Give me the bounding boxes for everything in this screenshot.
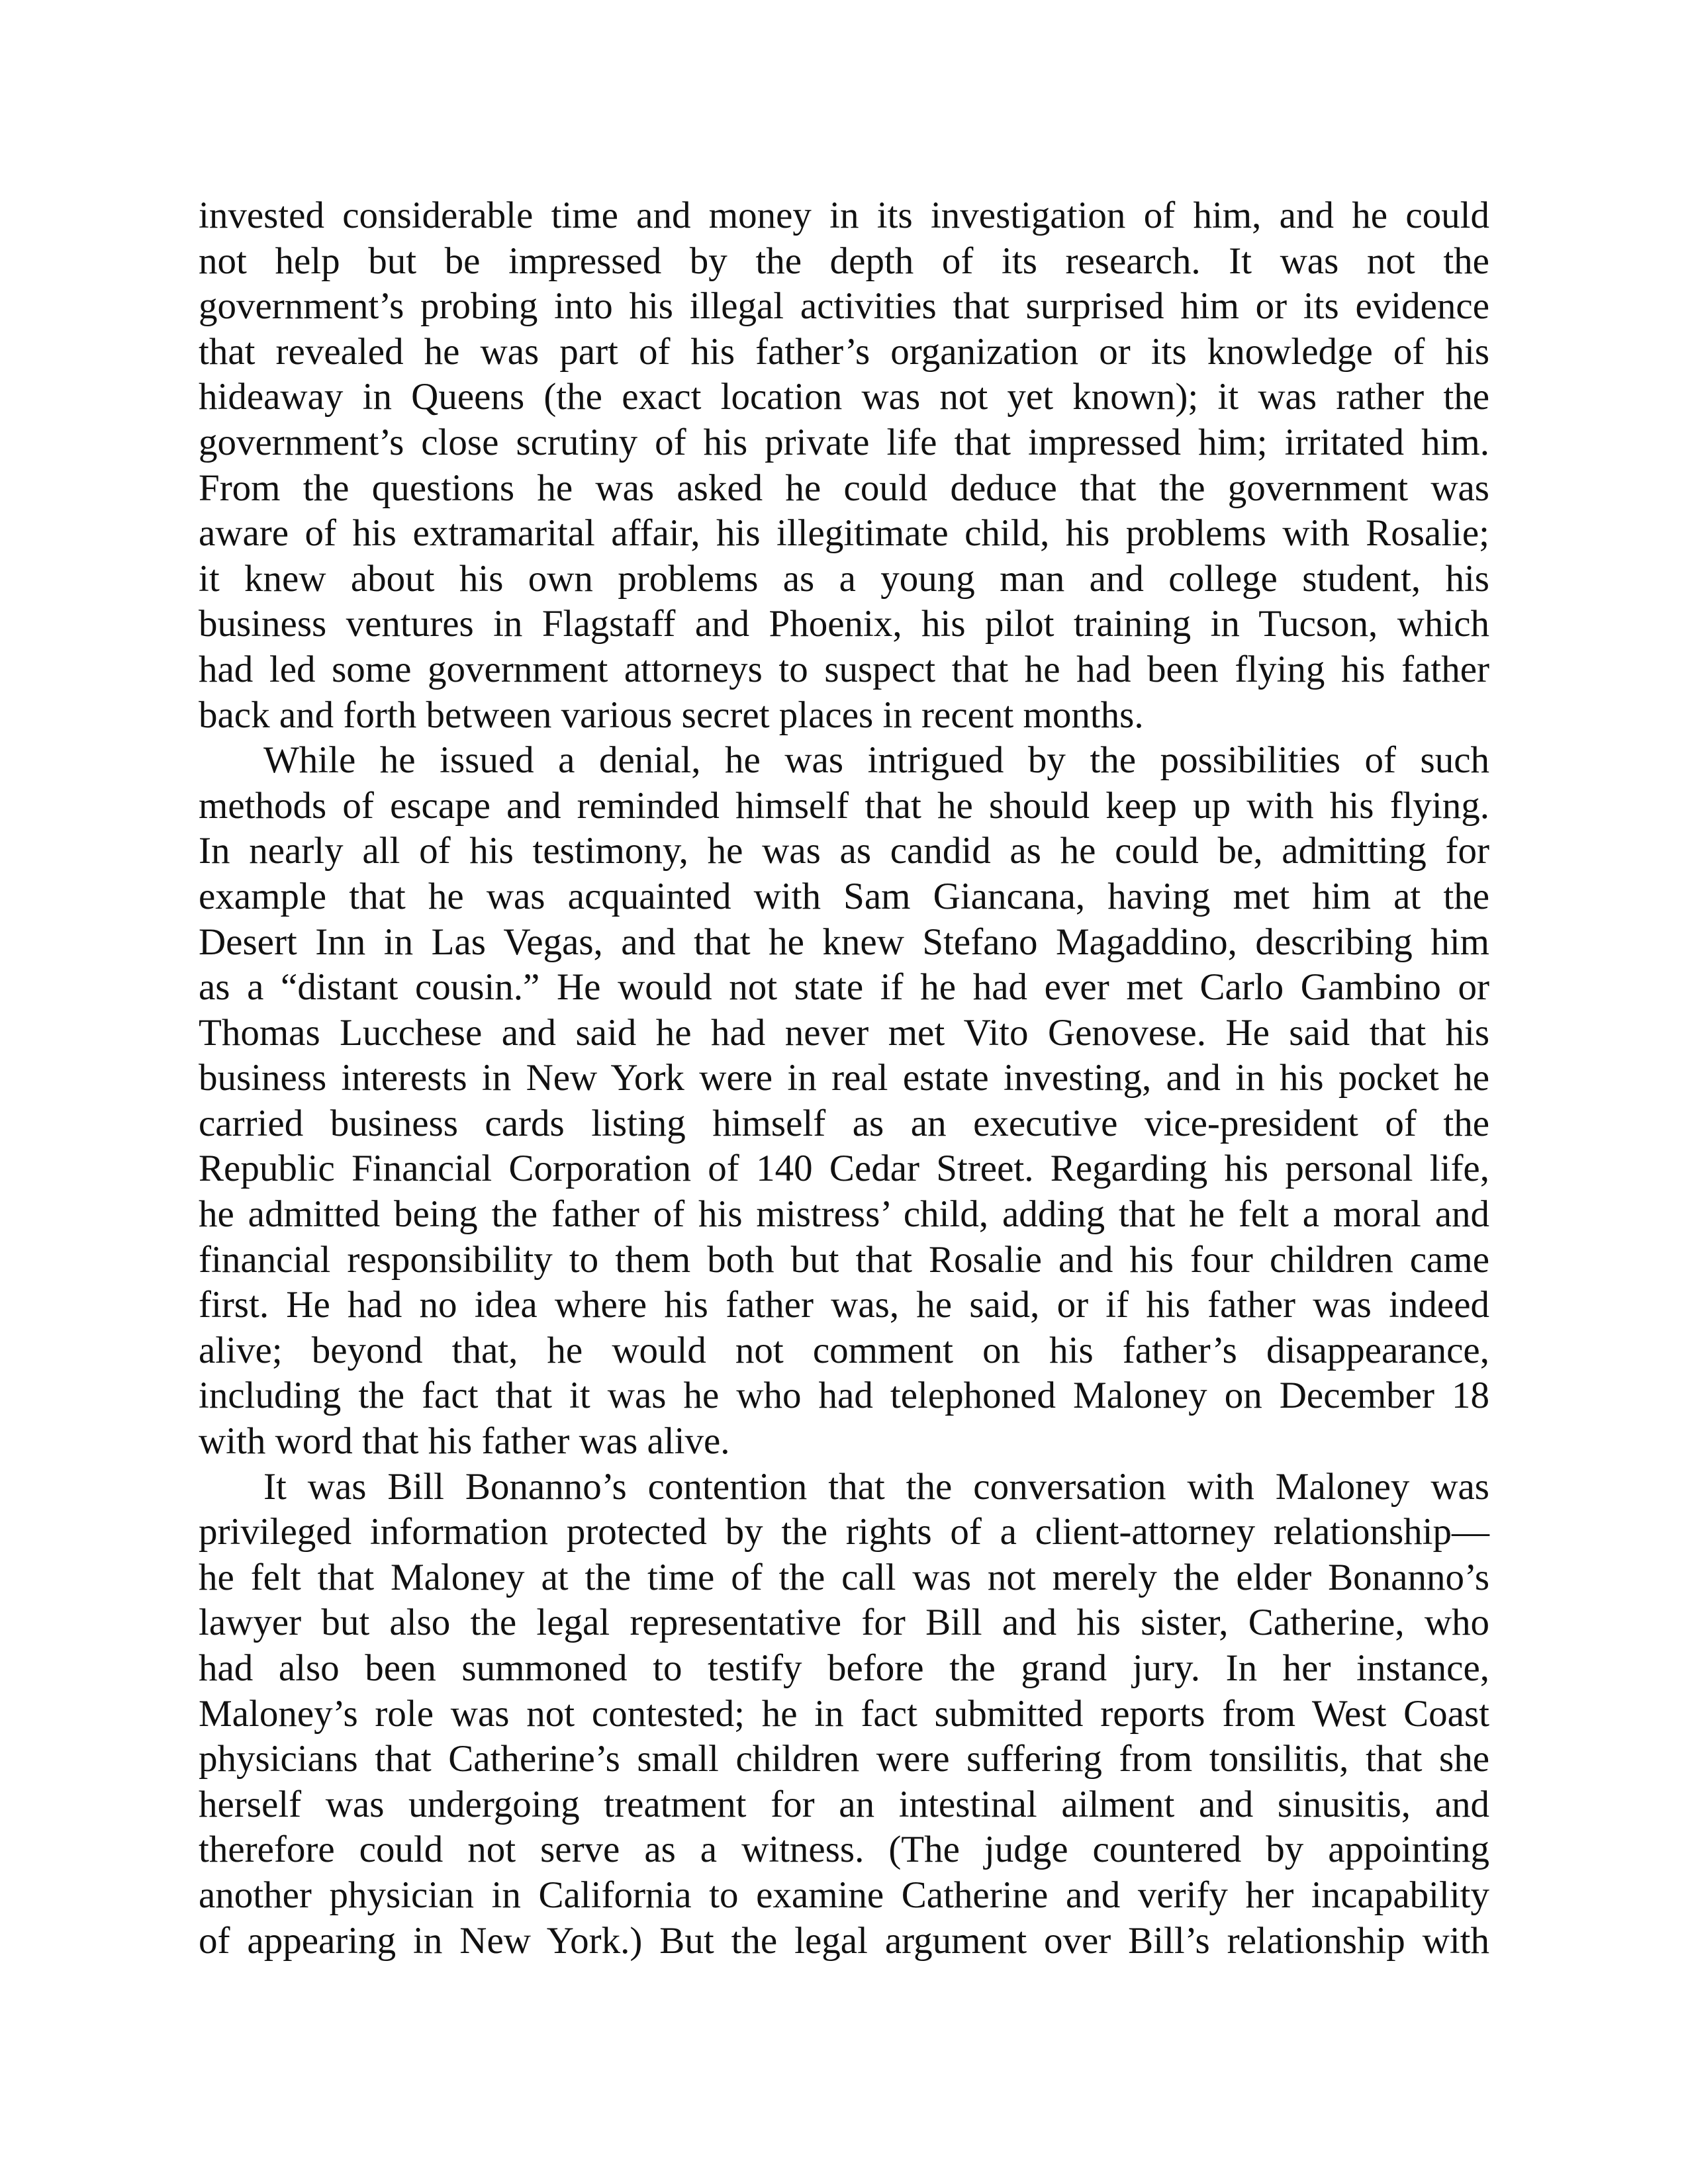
text-line: government’s close scrutiny of his private life that impressed him; irritated him. bbox=[199, 421, 1489, 463]
text-line: aware of his extramarital affair, his illegitimate child, his problems with Rosalie; bbox=[199, 512, 1489, 555]
text-line: he admitted being the father of his mistress’ child, adding that he felt a moral and bbox=[199, 1193, 1489, 1236]
text-line: another physician in California to examine Catherine and verify her incapability bbox=[199, 1874, 1489, 1916]
text-line: as a “distant cousin.” He would not state if he had ever met Carlo Gambino or bbox=[199, 966, 1489, 1009]
text-line: business interests in New York were in real estate investing, and in his pocket he bbox=[199, 1057, 1489, 1099]
text-line: he felt that Maloney at the time of the call was not merely the elder Bonanno’s bbox=[199, 1556, 1489, 1598]
text-line: herself was undergoing treatment for an intestinal ailment and sinusitis, and bbox=[199, 1783, 1489, 1825]
text-line: It was Bill Bonanno’s contention that the conversation with Maloney was bbox=[263, 1465, 1489, 1508]
paragraph-2 bbox=[199, 738, 1489, 1465]
text-line: lawyer but also the legal representative for Bill and his sister, Catherine, who bbox=[199, 1602, 1489, 1644]
text-line: with word that his father was alive. bbox=[199, 1420, 730, 1463]
text-line: While he issued a denial, he was intrigued by the possibilities of such bbox=[263, 739, 1489, 782]
text-line: had also been summoned to testify before the grand jury. In her instance, bbox=[199, 1647, 1489, 1689]
text-line: physicians that Catherine’s small children were suffering from tonsilitis, that she bbox=[199, 1738, 1489, 1780]
text-line: therefore could not serve as a witness. (The judge countered by appointing bbox=[199, 1829, 1489, 1871]
text-line: including the fact that it was he who had telephoned Maloney on December 18 bbox=[199, 1375, 1489, 1417]
text-line: of appearing in New York.) But the legal argument over Bill’s relationship with bbox=[199, 1919, 1489, 1962]
text-line: government’s probing into his illegal activities that surprised him or its evidence bbox=[199, 285, 1489, 328]
text-line: Thomas Lucchese and said he had never met Vito Genovese. He said that his bbox=[199, 1011, 1489, 1054]
text-line: Maloney’s role was not contested; he in fact submitted reports from West Coast bbox=[199, 1692, 1489, 1735]
paragraph-3 bbox=[199, 1465, 1489, 1964]
text-line: had led some government attorneys to suspect that he had been flying his father bbox=[199, 648, 1489, 690]
text-line: Desert Inn in Las Vegas, and that he knew Stefano Magaddino, describing him bbox=[199, 921, 1489, 963]
text-line: In nearly all of his testimony, he was as candid as he could be, admitting for bbox=[199, 830, 1489, 872]
text-line: that revealed he was part of his father’s organization or its knowledge of his bbox=[199, 330, 1489, 373]
text-line: carried business cards listing himself as an executive vice-president of the bbox=[199, 1102, 1489, 1144]
text-line: business ventures in Flagstaff and Phoenix, his pilot training in Tucson, which bbox=[199, 603, 1489, 645]
text-line: alive; beyond that, he would not comment on his father’s disappearance, bbox=[199, 1329, 1489, 1371]
text-line: first. He had no idea where his father was, he said, or if his father was indeed bbox=[199, 1284, 1489, 1326]
text-line: it knew about his own problems as a young man and college student, his bbox=[199, 557, 1489, 600]
paragraph-1 bbox=[199, 193, 1489, 738]
text-line: back and forth between various secret places in recent months. bbox=[199, 694, 1144, 736]
text-line: not help but be impressed by the depth of its research. It was not the bbox=[199, 240, 1489, 282]
text-line: methods of escape and reminded himself that he should keep up with his flying. bbox=[199, 784, 1489, 827]
text-line: Republic Financial Corporation of 140 Cedar Street. Regarding his personal life, bbox=[199, 1148, 1489, 1190]
text-line: financial responsibility to them both but that Rosalie and his four children came bbox=[199, 1238, 1489, 1281]
text-line: From the questions he was asked he could deduce that the government was bbox=[199, 467, 1489, 509]
text-line: example that he was acquainted with Sam Giancana, having met him at the bbox=[199, 875, 1489, 917]
body-text bbox=[199, 193, 1489, 1964]
text-line: hideaway in Queens (the exact location was not yet known); it was rather the bbox=[199, 376, 1489, 418]
text-line: privileged information protected by the rights of a client-attorney relationship— bbox=[199, 1511, 1489, 1553]
text-line: invested considerable time and money in its investigation of him, and he could bbox=[199, 195, 1489, 236]
